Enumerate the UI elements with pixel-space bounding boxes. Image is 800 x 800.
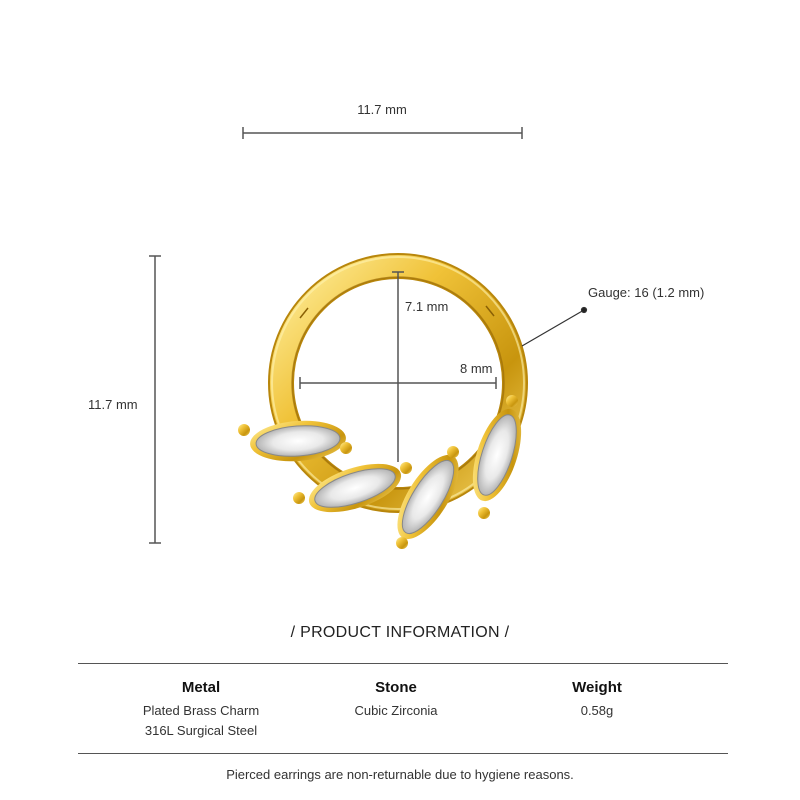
footer-note: Pierced earrings are non-returnable due to hygiene reasons. bbox=[226, 767, 574, 782]
top-width-dimension-line bbox=[243, 127, 522, 139]
stone-column bbox=[296, 679, 496, 721]
gauge-label: Gauge: 16 (1.2 mm) bbox=[588, 285, 705, 300]
top-width-label: 11.7 mm bbox=[357, 102, 407, 117]
side-height-dimension-line bbox=[149, 256, 161, 543]
inner-height-label: 7.1 mm bbox=[405, 299, 449, 314]
side-height-label: 11.7 mm bbox=[88, 397, 138, 412]
weight-column bbox=[497, 679, 697, 721]
weight-value: 0.58g bbox=[580, 703, 614, 718]
stone-title: Stone bbox=[375, 679, 417, 696]
metal-value: 316L Surgical Steel bbox=[144, 723, 258, 738]
divider bbox=[78, 663, 728, 664]
metal-column bbox=[101, 679, 301, 741]
marquise-stone-icon bbox=[238, 418, 352, 465]
stone-value: Cubic Zirconia bbox=[354, 703, 438, 718]
metal-title: Metal bbox=[181, 679, 221, 696]
weight-title: Weight bbox=[572, 679, 622, 696]
metal-value: Plated Brass Charm bbox=[142, 703, 260, 718]
product-info-heading: / PRODUCT INFORMATION / bbox=[290, 624, 510, 641]
inner-width-label: 8 mm bbox=[460, 361, 493, 376]
gauge-pointer bbox=[522, 308, 587, 347]
divider bbox=[78, 753, 728, 754]
